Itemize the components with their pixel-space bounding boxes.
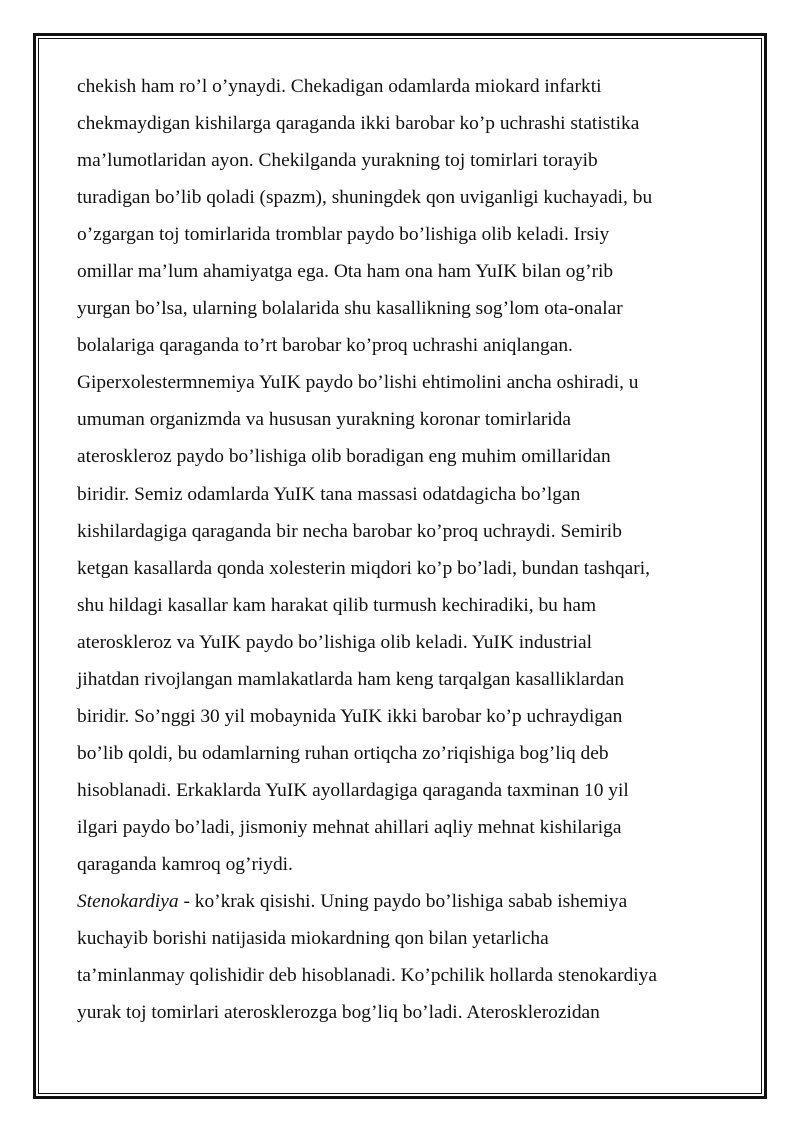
text-line xyxy=(77,883,727,920)
text-line: bolalariga qaraganda to’rt barobar ko’proq uchrashi aniqlangan. xyxy=(77,335,573,357)
paragraph-risk-factors xyxy=(77,68,727,883)
text-line: chekmaydigan kishilarga qaraganda ikki barobar ko’p uchrashi statistika xyxy=(77,113,640,135)
text-line: ma’lumotlaridan ayon. Chekilganda yurakning toj tomirlari torayib xyxy=(77,150,598,172)
text-line: ateroskleroz va YuIK paydo bo’lishiga olib keladi. YuIK industrial xyxy=(77,631,592,653)
text-line: Giperxolestermnemiya YuIK paydo bo’lishi ehtimolini ancha oshiradi, u xyxy=(77,372,639,394)
text-line: jihatdan rivojlangan mamlakatlarda ham keng tarqalgan kasalliklardan xyxy=(77,668,625,690)
text-line: chekish ham ro’l o’ynaydi. Chekadigan odamlarda miokard infarkti xyxy=(77,76,602,97)
text-line: yurgan bo’lsa, ularning bolalarida shu kasallikning sog’lom ota-onalar xyxy=(77,298,623,320)
text-line: biridir. So’nggi 30 yil mobaynida YuIK ikki barobar ko’p uchraydigan xyxy=(77,705,623,727)
text-line: biridir. Semiz odamlarda YuIK tana massasi odatdagicha bo’lgan xyxy=(77,483,581,505)
text-line: kuchayib borishi natijasida miokardning qon bilan yetarlicha xyxy=(77,928,549,950)
document-body xyxy=(77,68,727,1031)
text-line: ta’minlanmay qolishidir deb hisoblanadi. Ko’pchilik hollarda stenokardiya xyxy=(77,965,657,987)
text-line: kishilardagiga qaraganda bir necha barobar ko’proq uchraydi. Semirib xyxy=(77,520,622,542)
definition-text: - ko’krak qisishi. Uning paydo bo’lishiga sabab ishemiya xyxy=(178,891,628,913)
paragraph-stenokardiya xyxy=(77,883,727,1031)
text-line: hisoblanadi. Erkaklarda YuIK ayollardagiga qaraganda taxminan 10 yil xyxy=(77,779,629,801)
text-line: umuman organizmda va hususan yurakning koronar tomirlarida xyxy=(77,409,571,431)
text-line: bo’lib qoldi, bu odamlarning ruhan ortiqcha zo’riqishiga bog’liq deb xyxy=(77,742,609,764)
text-line: qaraganda kamroq og’riydi. xyxy=(77,853,293,875)
text-line: o’zgargan toj tomirlarida tromblar paydo bo’lishiga olib keladi. Irsiy xyxy=(77,224,610,246)
term-stenokardiya: Stenokardiya xyxy=(77,891,179,913)
text-line: shu hildagi kasallar kam harakat qilib turmush kechiradiki, bu ham xyxy=(77,594,597,616)
text-line: ilgari paydo bo’ladi, jismoniy mehnat ahillari aqliy mehnat kishilariga xyxy=(77,816,622,838)
text-line: ketgan kasallarda qonda xolesterin miqdori ko’p bo’ladi, bundan tashqari, xyxy=(77,557,650,579)
text-line: turadigan bo’lib qoladi (spazm), shuningdek qon uviganligi kuchayadi, bu xyxy=(77,187,653,209)
text-line: omillar ma’lum ahamiyatga ega. Ota ham ona ham YuIK bilan og’rib xyxy=(77,261,614,283)
text-line: yurak toj tomirlari aterosklerozga bog’liq bo’ladi. Aterosklerozidan xyxy=(77,1002,600,1024)
text-line: ateroskleroz paydo bo’lishiga olib boradigan eng muhim omillaridan xyxy=(77,446,611,468)
